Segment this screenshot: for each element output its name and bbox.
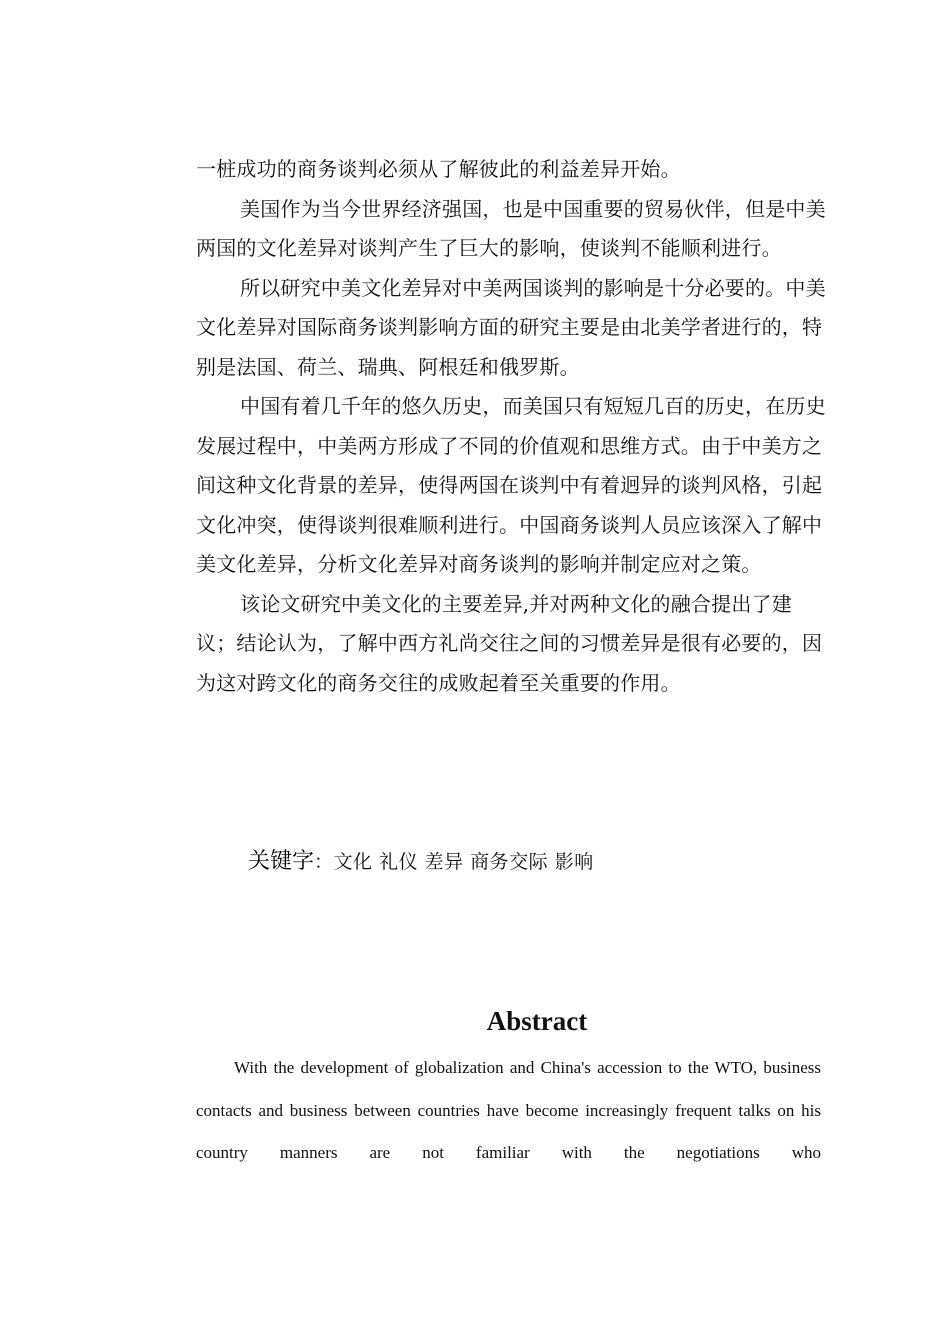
cn-paragraph-1: 一桩成功的商务谈判必须从了解彼此的利益差异开始。 xyxy=(196,157,681,181)
keywords-values: 文化 礼仪 差异 商务交际 影响 xyxy=(333,851,594,873)
cn-paragraph-5: 该论文研究中美文化的主要差异,并对两种文化的融合提出了建议；结论认为，了解中西方礼尚交往之间的习惯差异是很有必要的，因为这对跨文化的商务交往的成败起着至关重要的作用。 xyxy=(196,591,823,695)
keywords-label: 关键字 xyxy=(248,849,315,874)
abstract-title: Abstract xyxy=(486,1006,588,1036)
keywords-line xyxy=(248,846,594,877)
keywords-separator: ： xyxy=(314,851,334,873)
cn-paragraph-3: 所以研究中美文化差异对中美两国谈判的影响是十分必要的。中美文化差异对国际商务谈判影响方面的研究主要是由北美学者进行的，特别是法国、荷兰、瑞典、阿根廷和俄罗斯。 xyxy=(196,275,826,379)
chinese-abstract-body xyxy=(196,150,826,703)
english-abstract-body: With the development of globalization and China's accession to the WTO, business contacts and business between countries have become increasingly frequent talks on his country manners are not familiar with the negotiations who xyxy=(196,1058,821,1162)
cn-paragraph-2: 美国作为当今世界经济强国，也是中国重要的贸易伙伴，但是中美两国的文化差异对谈判产生了巨大的影响，使谈判不能顺利进行。 xyxy=(196,196,826,260)
cn-paragraph-4: 中国有着几千年的悠久历史，而美国只有短短几百的历史，在历史发展过程中，中美两方形成了不同的价值观和思维方式。由于中美方之间这种文化背景的差异，使得两国在谈判中有着迥异的谈判风格，引起文化冲突，使得谈判很难顺利进行。中国商务谈判人员应该深入了解中美文化差异，分析文化差异对商务谈判的影响并制定应对之策。 xyxy=(196,394,826,576)
